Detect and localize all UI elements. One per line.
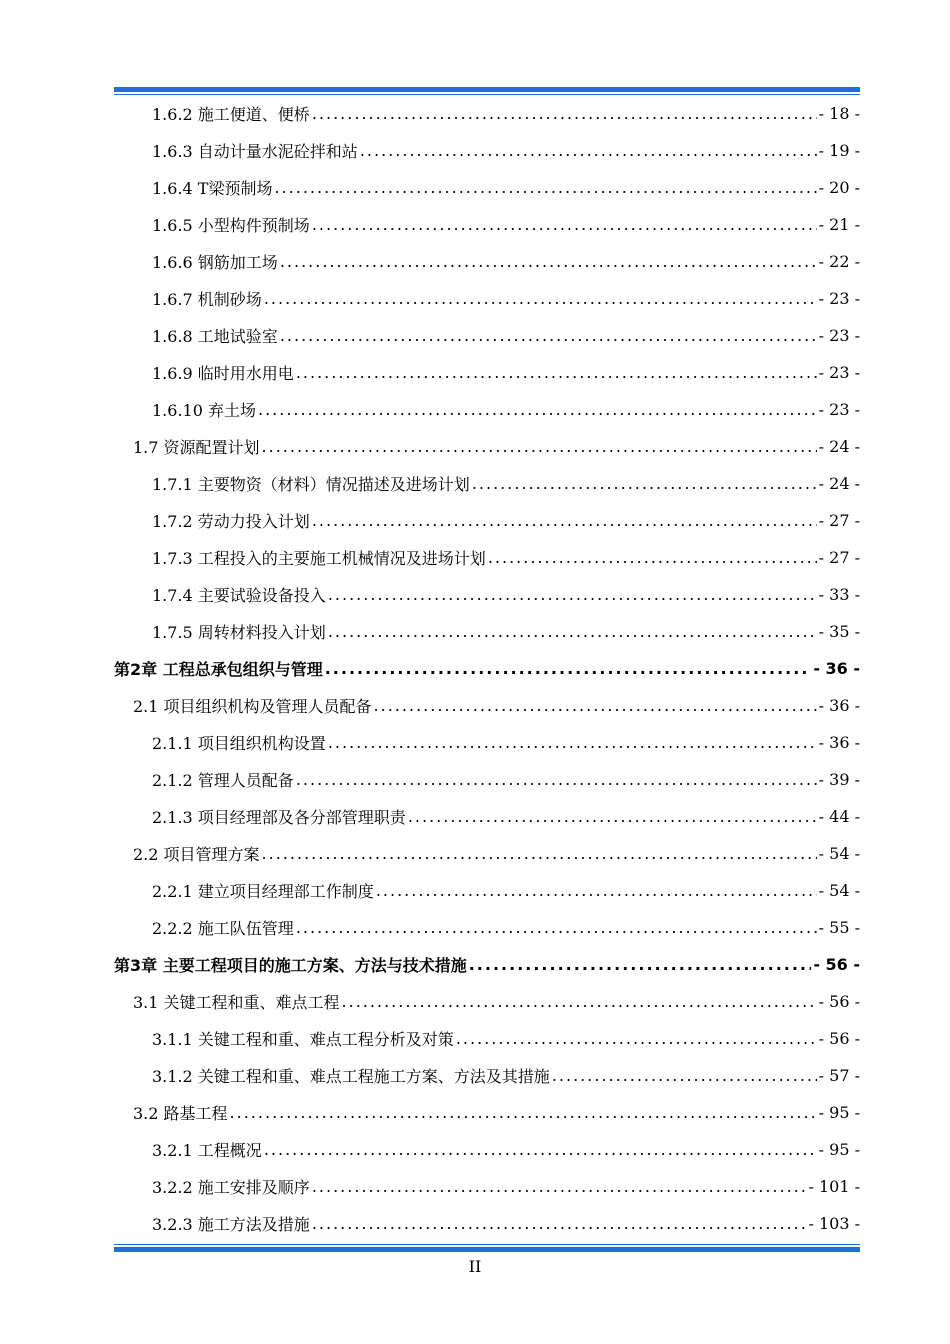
toc-dot-leader xyxy=(312,511,817,530)
toc-entry-page: - 36 - xyxy=(818,695,860,715)
toc-entry[interactable] xyxy=(152,582,860,606)
toc-dot-leader xyxy=(312,1177,807,1196)
toc-entry-title: 1.7.3 工程投入的主要施工机械情况及进场计划 xyxy=(152,548,486,568)
toc-dot-leader xyxy=(376,881,817,900)
toc-entry-title: 1.6.4 T梁预制场 xyxy=(152,178,273,198)
toc-dot-leader xyxy=(264,1140,817,1159)
toc-dot-leader xyxy=(328,622,817,641)
toc-entry-title: 3.2.3 施工方法及措施 xyxy=(152,1214,310,1234)
toc-dot-leader xyxy=(312,104,817,123)
toc-entry[interactable] xyxy=(152,323,860,347)
toc-entry-title: 1.6.7 机制砂场 xyxy=(152,289,262,309)
toc-entry-title: 2.1.2 管理人员配备 xyxy=(152,770,294,790)
toc-entry-page: - 101 - xyxy=(808,1176,860,1196)
toc-entry-title: 2.2.1 建立项目经理部工作制度 xyxy=(152,881,374,901)
toc-entry[interactable] xyxy=(152,471,860,495)
toc-entry[interactable] xyxy=(152,545,860,569)
toc-dot-leader xyxy=(296,770,817,789)
footer-rule xyxy=(114,1244,860,1252)
toc-entry[interactable] xyxy=(133,1100,860,1124)
toc-entry-page: - 54 - xyxy=(818,880,860,900)
toc-dot-leader xyxy=(262,844,817,863)
toc-entry-page: - 57 - xyxy=(818,1065,860,1085)
toc-entry-title: 1.6.8 工地试验室 xyxy=(152,326,278,346)
toc-entry-title: 2.2 项目管理方案 xyxy=(133,844,260,864)
toc-dot-leader xyxy=(552,1066,817,1085)
header-rule xyxy=(114,87,860,95)
toc-dot-leader xyxy=(280,326,817,345)
toc-dot-leader xyxy=(230,1103,817,1122)
toc-entry[interactable] xyxy=(152,397,860,421)
toc-entry-page: - 23 - xyxy=(818,325,860,345)
toc-dot-leader xyxy=(360,141,817,160)
toc-entry[interactable] xyxy=(152,360,860,384)
toc-entry-page: - 55 - xyxy=(818,917,860,937)
toc-entry-title: 1.6.10 弃土场 xyxy=(152,400,256,420)
toc-entry[interactable] xyxy=(152,1137,860,1161)
toc-dot-leader xyxy=(274,178,816,197)
toc-dot-leader xyxy=(264,289,817,308)
toc-dot-leader xyxy=(472,474,817,493)
toc-entry-title: 3.1.1 关键工程和重、难点工程分析及对策 xyxy=(152,1029,454,1049)
toc-entry-title: 2.1.1 项目组织机构设置 xyxy=(152,733,326,753)
toc-entry-page: - 23 - xyxy=(818,288,860,308)
toc-entry[interactable] xyxy=(152,175,860,199)
toc-entry-title: 第3章 主要工程项目的施工方案、方法与技术措施 xyxy=(114,955,467,975)
toc-entry-page: - 27 - xyxy=(818,547,860,567)
toc-entry[interactable] xyxy=(152,730,860,754)
toc-entry[interactable] xyxy=(114,656,860,680)
toc-entry[interactable] xyxy=(152,101,860,125)
toc-dot-leader xyxy=(469,955,812,974)
toc-entry[interactable] xyxy=(133,989,860,1013)
toc-entry-title: 1.6.3 自动计量水泥砼拌和站 xyxy=(152,141,358,161)
toc-entry-title: 1.7 资源配置计划 xyxy=(133,437,260,457)
toc-entry-title: 3.1.2 关键工程和重、难点工程施工方案、方法及其措施 xyxy=(152,1066,550,1086)
toc-entry[interactable] xyxy=(152,1026,860,1050)
toc-dot-leader xyxy=(328,733,817,752)
toc-entry[interactable] xyxy=(152,508,860,532)
toc-entry[interactable] xyxy=(152,804,860,828)
toc-entry-page: - 22 - xyxy=(818,251,860,271)
toc-entry[interactable] xyxy=(152,138,860,162)
toc-entry[interactable] xyxy=(152,619,860,643)
toc-dot-leader xyxy=(296,918,817,937)
toc-entry-page: - 24 - xyxy=(818,436,860,456)
toc-entry-page: - 56 - xyxy=(818,1028,860,1048)
toc-dot-leader xyxy=(328,585,817,604)
toc-entry-title: 3.1 关键工程和重、难点工程 xyxy=(133,992,340,1012)
toc-entry-page: - 44 - xyxy=(818,806,860,826)
toc-entry-title: 1.7.2 劳动力投入计划 xyxy=(152,511,310,531)
toc-entry-page: - 95 - xyxy=(818,1139,860,1159)
toc-entry[interactable] xyxy=(152,878,860,902)
toc-entry[interactable] xyxy=(152,767,860,791)
toc-dot-leader xyxy=(488,548,817,567)
toc-entry[interactable] xyxy=(152,249,860,273)
toc-entry-page: - 18 - xyxy=(818,103,860,123)
toc-entry-page: - 19 - xyxy=(818,140,860,160)
toc-entry-page: - 56 - xyxy=(813,954,860,974)
toc-entry-page: - 39 - xyxy=(818,769,860,789)
toc-entry[interactable] xyxy=(152,1063,860,1087)
toc-entry-page: - 23 - xyxy=(818,362,860,382)
toc-entry-page: - 23 - xyxy=(818,399,860,419)
toc-dot-leader xyxy=(296,363,817,382)
toc-entry-page: - 27 - xyxy=(818,510,860,530)
toc-dot-leader xyxy=(456,1029,817,1048)
toc-entry-title: 1.7.1 主要物资（材料）情况描述及进场计划 xyxy=(152,474,470,494)
toc-entry-page: - 36 - xyxy=(813,658,860,678)
toc-entry-page: - 35 - xyxy=(818,621,860,641)
toc-entry-title: 第2章 工程总承包组织与管理 xyxy=(114,659,323,679)
toc-entry-title: 3.2.2 施工安排及顺序 xyxy=(152,1177,310,1197)
toc-dot-leader xyxy=(312,215,817,234)
page-number: II xyxy=(468,1257,482,1276)
toc-entry[interactable] xyxy=(114,952,860,976)
toc-entry-title: 1.6.9 临时用水用电 xyxy=(152,363,294,383)
toc-entry-page: - 95 - xyxy=(818,1102,860,1122)
toc-entry[interactable] xyxy=(152,915,860,939)
toc-entry[interactable] xyxy=(133,841,860,865)
toc-entry-title: 1.6.2 施工便道、便桥 xyxy=(152,104,310,124)
toc-entry[interactable] xyxy=(152,212,860,236)
toc-entry-page: - 36 - xyxy=(818,732,860,752)
toc-entry-page: - 20 - xyxy=(818,177,860,197)
toc-entry-page: - 21 - xyxy=(818,214,860,234)
toc-entry[interactable] xyxy=(152,1174,860,1198)
toc-entry-page: - 103 - xyxy=(808,1213,860,1233)
toc-dot-leader xyxy=(258,400,817,419)
toc-entry-page: - 54 - xyxy=(818,843,860,863)
toc-entry-title: 1.7.4 主要试验设备投入 xyxy=(152,585,326,605)
toc-entry-title: 3.2 路基工程 xyxy=(133,1103,228,1123)
toc-entry-title: 3.2.1 工程概况 xyxy=(152,1140,262,1160)
toc-entry-title: 2.2.2 施工队伍管理 xyxy=(152,918,294,938)
toc-entry-title: 2.1.3 项目经理部及各分部管理职责 xyxy=(152,807,406,827)
toc-dot-leader xyxy=(312,1214,807,1233)
toc-entry[interactable] xyxy=(133,693,860,717)
toc-entry-title: 2.1 项目组织机构及管理人员配备 xyxy=(133,696,372,716)
toc-entry-page: - 56 - xyxy=(818,991,860,1011)
toc-entry[interactable] xyxy=(152,286,860,310)
toc-entry-page: - 33 - xyxy=(818,584,860,604)
toc-entry-title: 1.6.6 钢筋加工场 xyxy=(152,252,278,272)
toc-dot-leader xyxy=(262,437,817,456)
toc-entry-title: 1.7.5 周转材料投入计划 xyxy=(152,622,326,642)
toc-entry[interactable] xyxy=(152,1211,860,1235)
toc-entry[interactable] xyxy=(133,434,860,458)
toc-entry-page: - 24 - xyxy=(818,473,860,493)
toc-dot-leader xyxy=(342,992,817,1011)
toc-entry-title: 1.6.5 小型构件预制场 xyxy=(152,215,310,235)
toc-dot-leader xyxy=(280,252,817,271)
toc-dot-leader xyxy=(374,696,817,715)
toc-dot-leader xyxy=(408,807,817,826)
toc-dot-leader xyxy=(325,659,812,678)
